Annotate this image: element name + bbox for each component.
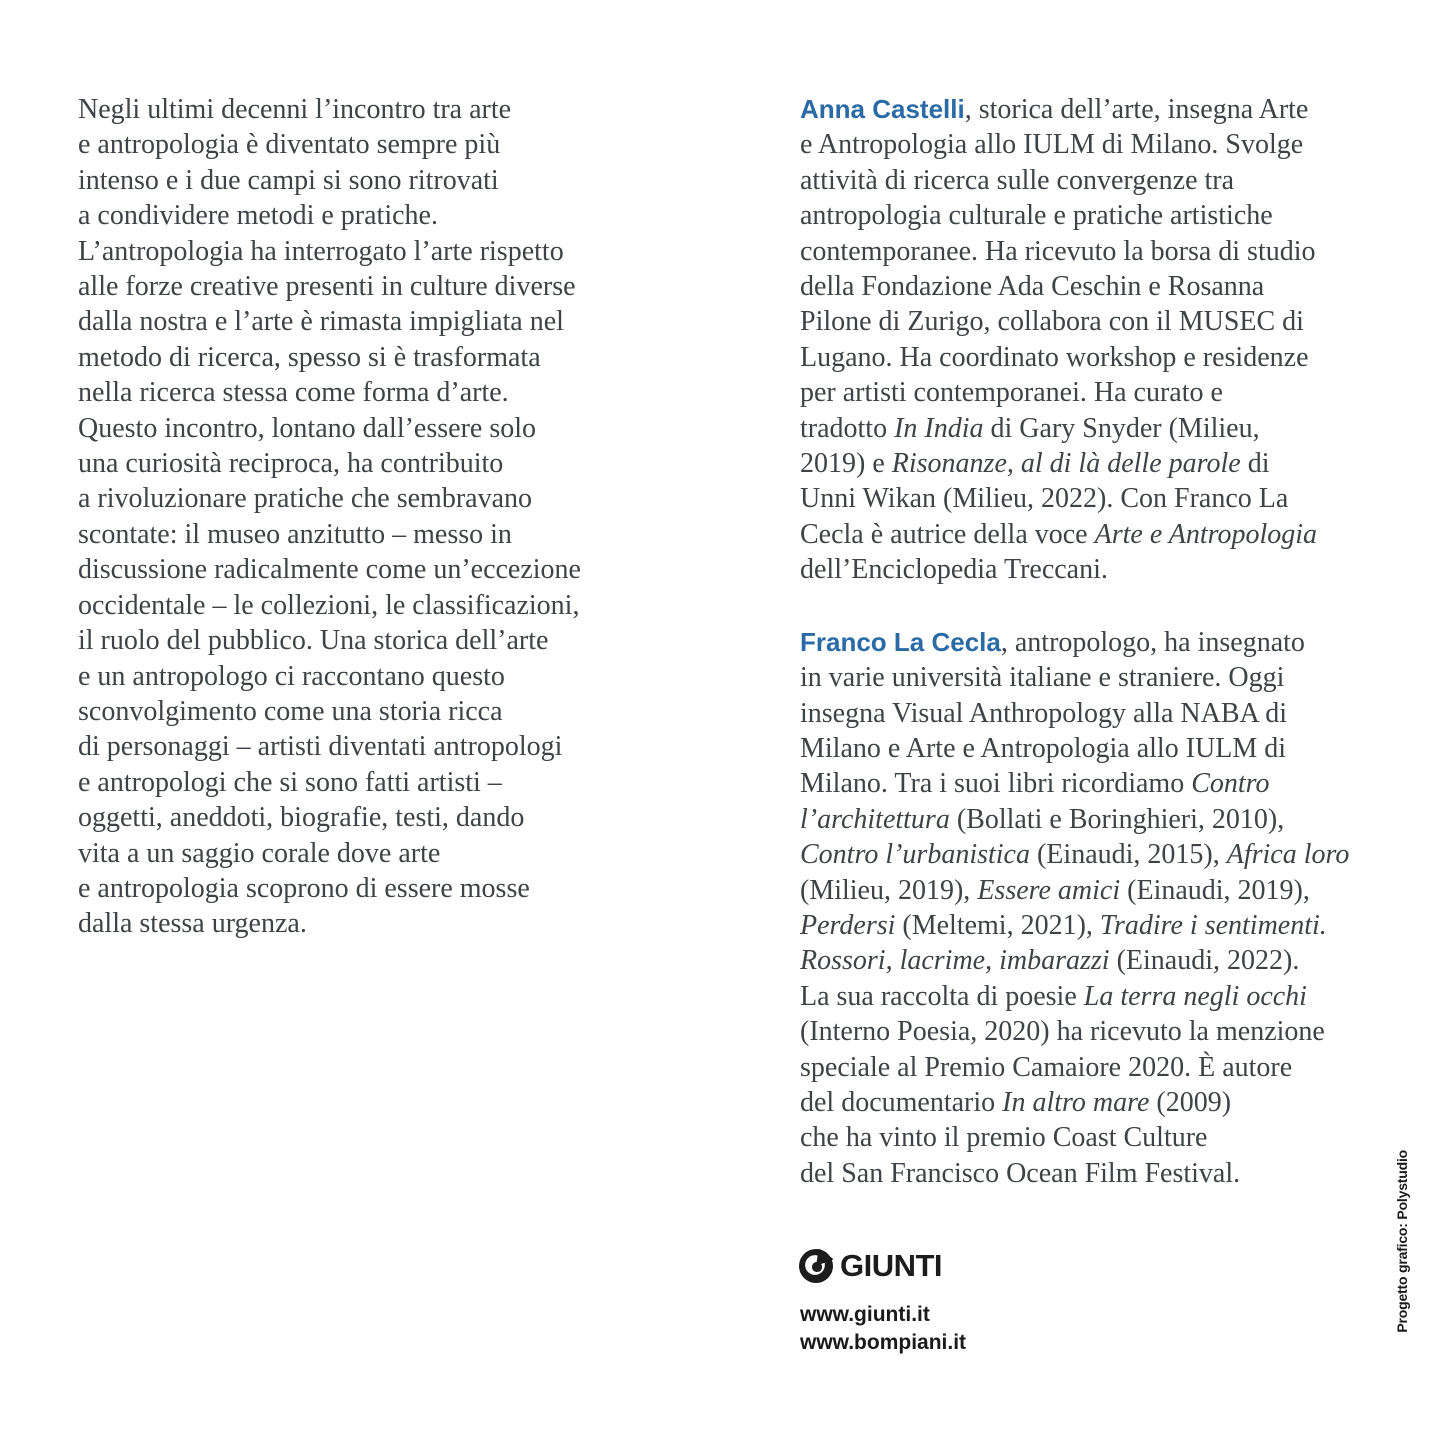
text-line <box>78 269 581 304</box>
text-line <box>800 625 1349 660</box>
text-line <box>78 623 581 658</box>
publisher-links <box>800 1301 966 1357</box>
text-line <box>78 765 581 800</box>
text-line <box>800 908 1349 943</box>
text-segment: e Antropologia allo IULM di Milano. Svolge <box>800 129 1304 161</box>
text-segment: dalla stessa urgenza. <box>78 908 307 940</box>
text-segment: di personaggi – artisti diventati antropologi <box>78 731 563 763</box>
text-segment: per artisti contemporanei. Ha curato e <box>800 377 1223 409</box>
text-line <box>800 802 1349 837</box>
text-line <box>78 340 581 375</box>
text-line <box>800 731 1349 766</box>
text-segment: una curiosità reciproca, ha contribuito <box>78 448 504 480</box>
text-line <box>800 1120 1349 1155</box>
text-segment: di <box>1240 448 1270 480</box>
text-segment: e antropologi che si sono fatti artisti – <box>78 766 502 798</box>
text-segment: (Milieu, 2019), <box>800 874 978 906</box>
text-line <box>800 1085 1349 1120</box>
text-line <box>800 1014 1349 1049</box>
text-segment: metodo di ricerca, spesso si è trasformata <box>78 341 541 373</box>
book-title: Rossori, lacrime, imbarazzi <box>800 945 1110 977</box>
text-line <box>78 552 581 587</box>
text-line <box>78 517 581 552</box>
text-line <box>78 92 581 127</box>
text-line <box>78 163 581 198</box>
book-title: In altro mare <box>1002 1086 1150 1118</box>
text-line <box>800 517 1349 552</box>
text-segment: di Gary Snyder (Milieu, <box>983 412 1260 444</box>
text-segment: Cecla è autrice della voce <box>800 518 1095 550</box>
giunti-logo <box>799 1248 942 1284</box>
text-segment: Pilone di Zurigo, collabora con il MUSEC di <box>800 306 1304 338</box>
text-segment: del San Francisco Ocean Film Festival. <box>800 1157 1241 1189</box>
text-segment: La sua raccolta di poesie <box>800 980 1084 1012</box>
text-segment: (Einaudi, 2019), <box>1120 874 1310 906</box>
text-line <box>800 481 1349 516</box>
text-segment: intenso e i due campi si sono ritrovati <box>78 164 499 196</box>
text-segment: del documentario <box>800 1086 1003 1118</box>
author-name: Franco La Cecla <box>800 626 1001 657</box>
text-line <box>78 198 581 233</box>
text-segment: (Einaudi, 2022). <box>1109 945 1300 977</box>
text-line <box>78 304 581 339</box>
giunti-logo-text: GIUNTI <box>840 1248 943 1283</box>
text-line <box>800 340 1349 375</box>
text-segment: e antropologia scoprono di essere mosse <box>78 872 530 904</box>
text-segment: L’antropologia ha interrogato l’arte rispetto <box>78 235 564 267</box>
text-segment: discussione radicalmente come un’eccezione <box>78 554 581 586</box>
text-segment: dell’Enciclopedia Treccani. <box>800 554 1108 586</box>
text-line <box>78 836 581 871</box>
text-segment: che ha vinto il premio Coast Culture <box>800 1122 1208 1154</box>
bompiani-website-link[interactable]: www.bompiani.it <box>800 1331 967 1354</box>
text-segment: oggetti, aneddoti, biografie, testi, dando <box>78 802 525 834</box>
authors-column <box>800 92 1349 1191</box>
text-line <box>78 446 581 481</box>
book-title: La terra negli occhi <box>1083 980 1307 1012</box>
giunti-logo-icon <box>799 1249 833 1283</box>
text-line <box>800 446 1349 481</box>
synopsis-column <box>78 92 581 942</box>
text-line <box>78 127 581 162</box>
text-segment: antropologia culturale e pratiche artistiche <box>800 200 1273 232</box>
text-line <box>78 694 581 729</box>
text-segment: in varie università italiane e straniere. Oggi <box>800 662 1285 694</box>
text-line <box>78 659 581 694</box>
text-segment: nella ricerca stessa come forma d’arte. <box>78 377 509 409</box>
text-segment: (Einaudi, 2015), <box>1029 839 1227 871</box>
text-segment: Lugano. Ha coordinato workshop e residenze <box>800 341 1309 373</box>
text-segment: della Fondazione Ada Ceschin e Rosanna <box>800 271 1265 303</box>
text-line <box>800 979 1349 1014</box>
book-title: In India <box>894 412 984 444</box>
book-title: Tradire i sentimenti. <box>1099 909 1327 941</box>
text-line <box>800 837 1349 872</box>
text-segment: dalla nostra e l’arte è rimasta impigliata nel <box>78 306 564 338</box>
text-segment: Milano. Tra i suoi libri ricordiamo <box>800 768 1192 800</box>
text-line <box>800 198 1349 233</box>
text-line <box>800 92 1349 127</box>
text-segment: a rivoluzionare pratiche che sembravano <box>78 483 533 515</box>
text-line <box>800 766 1349 801</box>
giunti-website-link[interactable]: www.giunti.it <box>800 1303 930 1326</box>
text-segment: Questo incontro, lontano dall’essere solo <box>78 412 537 444</box>
text-line <box>800 127 1349 162</box>
book-title: Essere amici <box>977 874 1121 906</box>
text-segment: tradotto <box>800 412 895 444</box>
author-name: Anna Castelli <box>800 94 965 124</box>
text-segment: sconvolgimento come una storia ricca <box>78 695 503 727</box>
text-segment: il ruolo del pubblico. Una storica dell’arte <box>78 625 549 657</box>
design-credit: Progetto grafico: Polystudio <box>1394 1150 1410 1333</box>
text-segment: Negli ultimi decenni l’incontro tra arte <box>78 94 512 125</box>
text-line <box>800 375 1349 410</box>
text-segment: scontate: il museo anzitutto – messo in <box>78 518 512 550</box>
text-segment: , storica dell’arte, insegna Arte <box>964 94 1309 125</box>
text-segment: Unni Wikan (Milieu, 2022). Con Franco La <box>800 483 1289 515</box>
text-segment: (2009) <box>1149 1086 1232 1118</box>
text-segment: , antropologo, ha insegnato <box>1000 626 1305 658</box>
text-segment: insegna Visual Anthropology alla NABA di <box>800 697 1287 729</box>
text-line <box>800 269 1349 304</box>
text-line <box>800 552 1349 587</box>
text-line <box>800 943 1349 978</box>
text-line <box>800 696 1349 731</box>
author-bio-anna-castelli <box>800 92 1349 588</box>
text-line <box>78 800 581 835</box>
text-line <box>78 234 581 269</box>
book-title: Contro <box>1191 768 1270 800</box>
text-line <box>800 1050 1349 1085</box>
text-segment: alle forze creative presenti in culture diverse <box>78 271 576 303</box>
text-line <box>800 411 1349 446</box>
text-line <box>78 481 581 516</box>
book-title: Africa loro <box>1226 839 1350 871</box>
author-bio-franco-la-cecla <box>800 625 1349 1192</box>
book-title: l’architettura <box>800 803 950 835</box>
text-line <box>800 234 1349 269</box>
text-line <box>800 304 1349 339</box>
text-segment: a condividere metodi e pratiche. <box>78 200 438 232</box>
text-line <box>800 873 1349 908</box>
text-segment: (Bollati e Boringhieri, 2010), <box>949 803 1285 835</box>
text-line <box>800 163 1349 198</box>
book-title: Risonanze, al di là delle parole <box>891 448 1241 480</box>
text-segment: contemporanee. Ha ricevuto la borsa di studio <box>800 235 1316 267</box>
text-line <box>78 729 581 764</box>
text-segment: occidentale – le collezioni, le classificazioni, <box>78 589 580 621</box>
text-line <box>78 588 581 623</box>
text-segment: speciale al Premio Camaiore 2020. È autore <box>800 1051 1293 1083</box>
text-segment: vita a un saggio corale dove arte <box>78 837 441 869</box>
text-line <box>78 906 581 941</box>
book-title: Arte e Antropologia <box>1094 518 1318 550</box>
text-line <box>78 411 581 446</box>
book-title: Perdersi <box>800 909 896 941</box>
text-segment: 2019) e <box>800 448 892 480</box>
text-segment: e antropologia è diventato sempre più <box>78 129 501 161</box>
text-line <box>78 375 581 410</box>
text-segment: attività di ricerca sulle convergenze tra <box>800 164 1235 196</box>
text-segment: (Interno Poesia, 2020) ha ricevuto la menzione <box>800 1016 1325 1048</box>
text-segment: e un antropologo ci raccontano questo <box>78 660 505 692</box>
text-line <box>800 1156 1349 1191</box>
text-segment: Milano e Arte e Antropologia allo IULM di <box>800 732 1287 764</box>
text-line <box>78 871 581 906</box>
text-segment: (Meltemi, 2021), <box>895 909 1100 941</box>
book-title: Contro l’urbanistica <box>800 839 1030 871</box>
text-line <box>800 660 1349 695</box>
